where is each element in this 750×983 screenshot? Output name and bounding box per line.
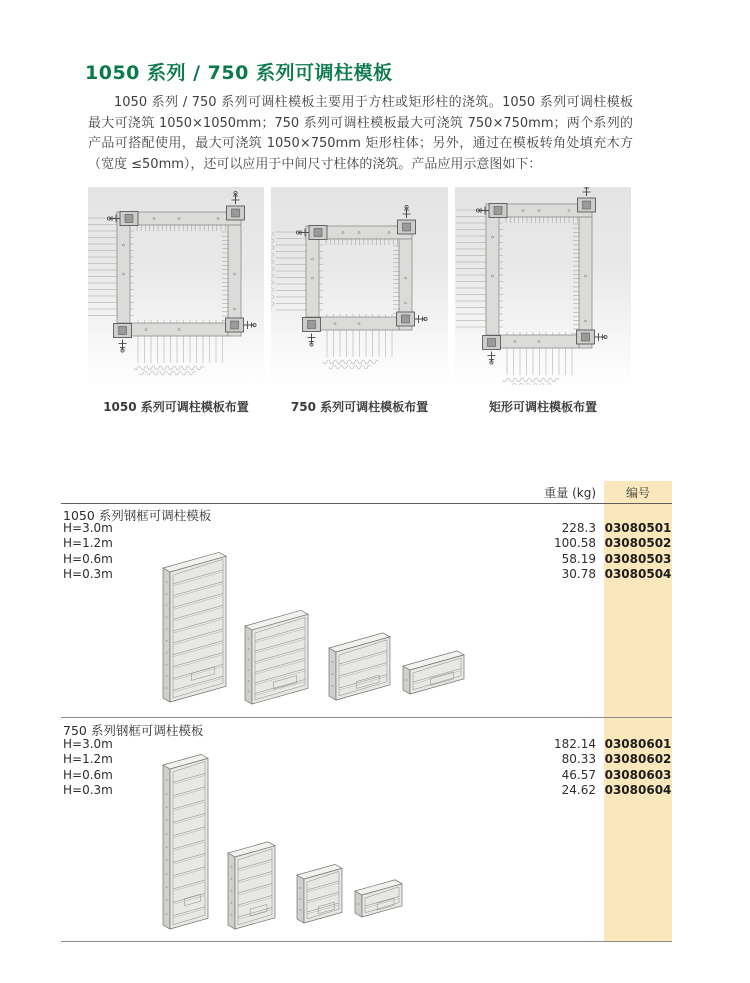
intro-paragraph: 1050 系列 / 750 系列可调柱模板主要用于方柱或矩形柱的浇筑。1050 系列可调柱模板最大可浇筑 1050×1050mm；750 系列可调柱模板最大可浇筑 750×750mm；两个系列的产品可搭配使用，最大可浇筑 1050×750mm 矩形柱体；另外，通过在模板转角处填充木方（宽度 ≤50mm），还可以应用于中间尺寸柱体的浇筑。产品应用示意图如下： (88, 95, 633, 172)
code-values-750 (604, 737, 672, 799)
section-title-1050: 1050 系列钢框可调柱模板 (63, 508, 212, 523)
row-height-label: H=0.6m (63, 767, 113, 782)
row-weight-value: 24.62 (561, 783, 596, 798)
row-weight-value: 80.33 (561, 752, 596, 767)
row-code-value: 03080603 (604, 767, 672, 782)
diagram-caption-rect: 矩形可调柱模板布置 (488, 400, 597, 414)
row-code-value: 03080501 (604, 521, 672, 535)
pinwheel-rectangle-formwork-diagram (455, 187, 631, 385)
row-height-label: H=1.2m (63, 752, 113, 767)
row-weight-value: 100.58 (554, 536, 596, 551)
pinwheel-square-small-formwork-diagram (271, 187, 448, 385)
section-divider (61, 717, 672, 718)
weight-column-header: 重量 (kg) (544, 486, 596, 500)
code-column-header: 编号 (625, 486, 650, 500)
page-title: 1050 系列 / 750 系列可调柱模板 (85, 62, 393, 84)
product-panels-illustration-750 (140, 733, 500, 936)
height-labels-750 (63, 737, 113, 799)
row-height-label: H=0.3m (63, 783, 113, 798)
diagram-panel-1050 (88, 187, 264, 385)
table-header-divider (61, 503, 672, 504)
row-weight-value: 46.57 (561, 767, 596, 782)
row-code-value: 03080504 (604, 567, 672, 582)
row-weight-value: 58.19 (561, 551, 596, 566)
table-bottom-divider (61, 941, 672, 942)
row-height-label: H=0.3m (63, 567, 113, 582)
row-code-value: 03080502 (604, 536, 672, 551)
row-height-label: H=3.0m (63, 737, 113, 751)
row-weight-value: 30.78 (561, 567, 596, 582)
diagram-caption-1050: 1050 系列可调柱模板布置 (103, 400, 249, 414)
product-panels-illustration-1050 (140, 524, 500, 714)
row-code-value: 03080604 (604, 783, 672, 798)
row-weight-value: 228.3 (561, 521, 596, 535)
row-code-value: 03080601 (604, 737, 672, 751)
diagram-panel-rect (455, 187, 631, 385)
diagram-caption-750: 750 系列可调柱模板布置 (290, 400, 429, 414)
row-code-value: 03080503 (604, 551, 672, 566)
row-height-label: H=0.6m (63, 551, 113, 566)
row-code-value: 03080602 (604, 752, 672, 767)
diagram-panel-750 (271, 187, 448, 385)
row-weight-value: 182.14 (554, 737, 596, 751)
row-height-label: H=1.2m (63, 536, 113, 551)
pinwheel-square-large-formwork-diagram (88, 187, 264, 385)
row-height-label: H=3.0m (63, 521, 113, 535)
section-title-750: 750 系列钢框可调柱模板 (63, 723, 204, 738)
height-labels-1050 (63, 521, 113, 583)
code-values-1050 (604, 521, 672, 583)
